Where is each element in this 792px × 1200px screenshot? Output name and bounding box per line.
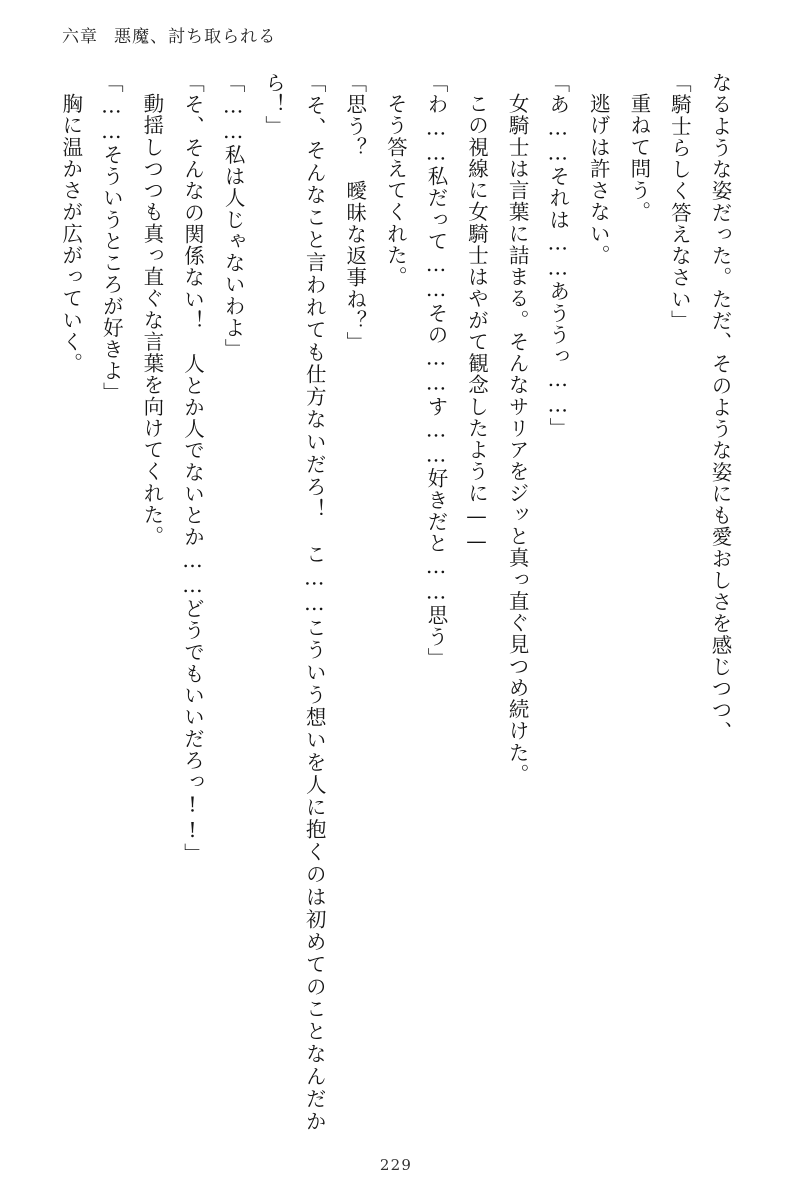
body-paragraph: 胸に温かさが広がっていく。: [58, 92, 83, 374]
body-paragraph: 動揺しつつも真っ直ぐな言葉を向けてくれた。: [139, 92, 164, 547]
running-header: [62, 22, 276, 47]
chapter-number: 六章: [62, 27, 99, 47]
body-paragraph: 「そ、そんなこと言われても仕方ないだろ！ こ……こういう想いを人に抱くのは初めてのことなんだから！」: [261, 72, 327, 1132]
body-paragraph: 「あ……それは……あううっ……」: [545, 72, 570, 440]
body-paragraph: そう答えてくれた。: [383, 92, 408, 288]
page-body-text: [60, 72, 740, 1132]
body-paragraph: この視線に女騎士はやがて観念したように——: [464, 92, 489, 554]
body-paragraph: 逃げは許さない。: [586, 92, 611, 266]
chapter-title: 悪魔、討ち取られる: [114, 27, 277, 47]
body-paragraph: なるような姿だった。ただ、そのような姿にも愛おしさを感じつつ、: [708, 72, 732, 743]
body-paragraph: 「わ……私だって……その……す……好きだと……思う」: [423, 72, 448, 670]
body-paragraph: 「……私は人じゃないわよ」: [221, 72, 246, 361]
body-paragraph: 「……そういうところが好きよ」: [99, 72, 124, 404]
body-paragraph: 「騎士らしく答えなさい」: [667, 72, 692, 332]
body-paragraph: 重ねて問う。: [626, 92, 651, 223]
body-paragraph: 女騎士は言葉に詰まる。そんなサリアをジッと真っ直ぐ見つめ続けた。: [505, 92, 530, 785]
body-paragraph: 「思う？ 曖昧な返事ね？」: [342, 72, 367, 354]
body-paragraph: 「そ、そんなの関係ない！ 人とか人でないとか……どうでもいいだろっ!!」: [180, 72, 205, 865]
page-number: 229: [379, 1156, 413, 1174]
